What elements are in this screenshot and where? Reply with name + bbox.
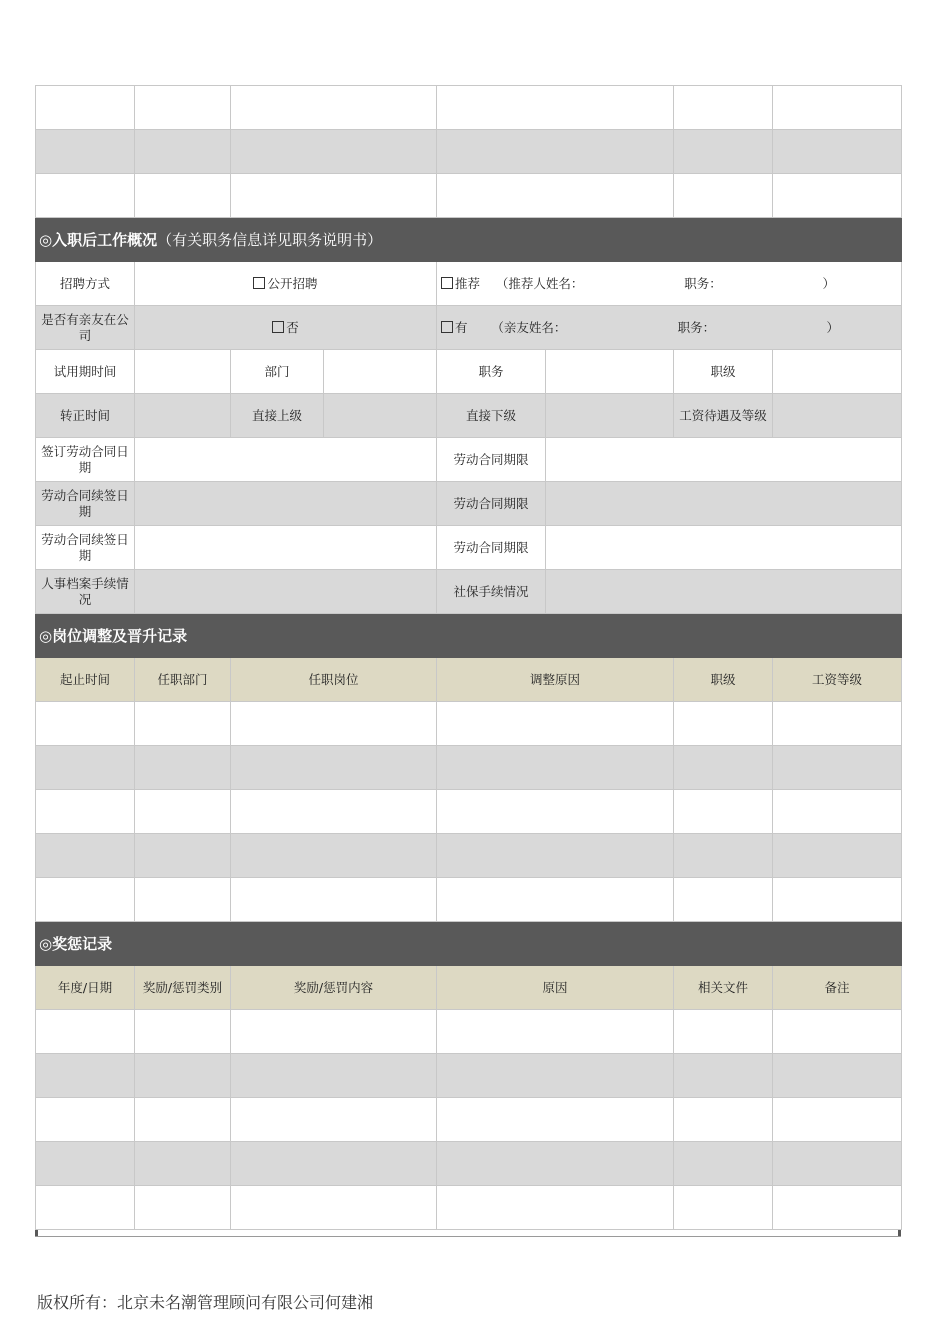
contract-term-value[interactable] xyxy=(546,526,902,570)
grade-value[interactable] xyxy=(773,350,902,394)
checkbox-icon[interactable] xyxy=(441,321,453,333)
checkbox-icon[interactable] xyxy=(253,277,265,289)
cell[interactable] xyxy=(135,174,231,218)
cell[interactable] xyxy=(773,702,902,746)
probation-label: 试用期时间 xyxy=(36,350,135,394)
cell[interactable] xyxy=(674,878,773,922)
superior-value[interactable] xyxy=(324,394,437,438)
table-row xyxy=(36,834,902,878)
contract-renew-row xyxy=(36,526,902,570)
cell[interactable] xyxy=(36,86,135,130)
column-header: 起止时间 xyxy=(36,658,135,702)
rewards-header-row xyxy=(36,966,902,1010)
cell[interactable] xyxy=(674,1142,773,1186)
contract-renew-value[interactable] xyxy=(135,482,437,526)
column-header: 职级 xyxy=(674,658,773,702)
checkbox-icon[interactable] xyxy=(441,277,453,289)
recruit-label: 招聘方式 xyxy=(36,262,135,306)
archive-value[interactable] xyxy=(135,570,437,614)
employee-record-sheet xyxy=(35,85,901,1230)
yes-option[interactable]: 有 （亲友姓名： 职务： ） xyxy=(437,306,902,350)
cell[interactable] xyxy=(773,1186,902,1230)
promotion-header-row xyxy=(36,658,902,702)
cell[interactable] xyxy=(773,1054,902,1098)
cell[interactable] xyxy=(773,130,902,174)
social-value[interactable] xyxy=(546,570,902,614)
cell[interactable] xyxy=(437,834,674,878)
cell[interactable] xyxy=(135,1010,231,1054)
cell[interactable] xyxy=(135,702,231,746)
contract-sign-label: 签订劳动合同日期 xyxy=(36,438,135,482)
recruit-row xyxy=(36,262,902,306)
cell[interactable] xyxy=(437,790,674,834)
regular-label: 转正时间 xyxy=(36,394,135,438)
copyright-footer: 版权所有：北京未名潮管理顾问有限公司何建湘 xyxy=(37,1293,374,1312)
section-header-rewards xyxy=(36,922,902,966)
section-title: ◎奖惩记录 xyxy=(36,922,902,966)
dept-label: 部门 xyxy=(231,350,324,394)
cell[interactable] xyxy=(674,1098,773,1142)
cell[interactable] xyxy=(231,1098,437,1142)
contract-sign-value[interactable] xyxy=(135,438,437,482)
cell[interactable] xyxy=(135,130,231,174)
column-header: 备注 xyxy=(773,966,902,1010)
cell[interactable] xyxy=(231,746,437,790)
table-row xyxy=(36,1054,902,1098)
cell[interactable] xyxy=(135,86,231,130)
subordinate-label: 直接下级 xyxy=(437,394,546,438)
cell[interactable] xyxy=(36,1186,135,1230)
column-header: 原因 xyxy=(437,966,674,1010)
cell[interactable] xyxy=(674,702,773,746)
subordinate-value[interactable] xyxy=(546,394,674,438)
section-header-intake xyxy=(36,218,902,262)
salary-value[interactable] xyxy=(773,394,902,438)
relative-label: 是否有亲友在公司 xyxy=(36,306,135,350)
cell[interactable] xyxy=(231,174,437,218)
relative-row xyxy=(36,306,902,350)
cell[interactable] xyxy=(231,702,437,746)
table-row xyxy=(36,1098,902,1142)
table-row xyxy=(36,702,902,746)
cell[interactable] xyxy=(36,1142,135,1186)
cell[interactable] xyxy=(674,130,773,174)
cell[interactable] xyxy=(135,1142,231,1186)
cell[interactable] xyxy=(674,746,773,790)
cell[interactable] xyxy=(36,130,135,174)
social-label: 社保手续情况 xyxy=(437,570,546,614)
table-row xyxy=(36,86,902,130)
contract-term-label: 劳动合同期限 xyxy=(437,482,546,526)
job-label: 职务 xyxy=(437,350,546,394)
cell[interactable] xyxy=(437,746,674,790)
cell[interactable] xyxy=(674,1010,773,1054)
cell[interactable] xyxy=(437,702,674,746)
cell[interactable] xyxy=(36,878,135,922)
column-header: 任职部门 xyxy=(135,658,231,702)
table-row xyxy=(36,790,902,834)
cell[interactable] xyxy=(231,834,437,878)
column-header: 工资等级 xyxy=(773,658,902,702)
section-title: ◎入职后工作概况（有关职务信息详见职务说明书） xyxy=(36,218,902,262)
cell[interactable] xyxy=(36,174,135,218)
cell[interactable] xyxy=(231,1054,437,1098)
cell[interactable] xyxy=(773,1142,902,1186)
record-table xyxy=(35,85,902,1230)
superior-label: 直接上级 xyxy=(231,394,324,438)
cell[interactable] xyxy=(773,86,902,130)
cell[interactable] xyxy=(231,1142,437,1186)
recommend-option[interactable]: 推荐 （推荐人姓名： 职务： ） xyxy=(437,262,902,306)
cell[interactable] xyxy=(135,1054,231,1098)
contract-term-value[interactable] xyxy=(546,438,902,482)
contract-renew-row xyxy=(36,482,902,526)
column-header: 年度/日期 xyxy=(36,966,135,1010)
cell[interactable] xyxy=(773,878,902,922)
cell[interactable] xyxy=(231,790,437,834)
table-row xyxy=(36,130,902,174)
public-option[interactable]: 公开招聘 xyxy=(135,262,437,306)
archive-row xyxy=(36,570,902,614)
cell[interactable] xyxy=(36,834,135,878)
column-header: 相关文件 xyxy=(674,966,773,1010)
contract-renew-value[interactable] xyxy=(135,526,437,570)
cell[interactable] xyxy=(231,1010,437,1054)
column-header: 调整原因 xyxy=(437,658,674,702)
cell[interactable] xyxy=(674,1186,773,1230)
cell[interactable] xyxy=(773,174,902,218)
cell[interactable] xyxy=(437,1054,674,1098)
cell[interactable] xyxy=(135,834,231,878)
regular-value[interactable] xyxy=(135,394,231,438)
cell[interactable] xyxy=(231,130,437,174)
cell[interactable] xyxy=(773,790,902,834)
table-row xyxy=(36,1010,902,1054)
job-value[interactable] xyxy=(546,350,674,394)
cell[interactable] xyxy=(437,1186,674,1230)
cell[interactable] xyxy=(674,86,773,130)
cell[interactable] xyxy=(437,1142,674,1186)
cell[interactable] xyxy=(437,86,674,130)
cell[interactable] xyxy=(773,746,902,790)
column-header: 奖励/惩罚类别 xyxy=(135,966,231,1010)
contract-term-label: 劳动合同期限 xyxy=(437,526,546,570)
contract-sign-row xyxy=(36,438,902,482)
probation-row xyxy=(36,350,902,394)
cell[interactable] xyxy=(231,878,437,922)
contract-renew-label: 劳动合同续签日期 xyxy=(36,526,135,570)
dept-value[interactable] xyxy=(324,350,437,394)
cell[interactable] xyxy=(231,1186,437,1230)
cell[interactable] xyxy=(437,1010,674,1054)
cell[interactable] xyxy=(135,746,231,790)
column-header: 任职岗位 xyxy=(231,658,437,702)
salary-label: 工资待遇及等级 xyxy=(674,394,773,438)
no-option[interactable]: 否 xyxy=(135,306,437,350)
table-row xyxy=(36,878,902,922)
column-header: 奖励/惩罚内容 xyxy=(231,966,437,1010)
cell[interactable] xyxy=(36,702,135,746)
cell[interactable] xyxy=(135,790,231,834)
table-row xyxy=(36,174,902,218)
cell[interactable] xyxy=(36,790,135,834)
cell[interactable] xyxy=(773,1098,902,1142)
section-header-promotion xyxy=(36,614,902,658)
cell[interactable] xyxy=(437,878,674,922)
table-row xyxy=(36,1186,902,1230)
contract-term-value[interactable] xyxy=(546,482,902,526)
checkbox-icon[interactable] xyxy=(272,321,284,333)
cell[interactable] xyxy=(674,834,773,878)
section-title: ◎岗位调整及晋升记录 xyxy=(36,614,902,658)
cell[interactable] xyxy=(231,86,437,130)
cell[interactable] xyxy=(674,790,773,834)
cell[interactable] xyxy=(437,130,674,174)
cell[interactable] xyxy=(36,1010,135,1054)
table-row xyxy=(36,1142,902,1186)
regular-row xyxy=(36,394,902,438)
cell[interactable] xyxy=(135,1186,231,1230)
cell[interactable] xyxy=(437,1098,674,1142)
grade-label: 职级 xyxy=(674,350,773,394)
table-row xyxy=(36,746,902,790)
cell[interactable] xyxy=(36,1054,135,1098)
contract-term-label: 劳动合同期限 xyxy=(437,438,546,482)
cell[interactable] xyxy=(36,746,135,790)
cell[interactable] xyxy=(773,834,902,878)
section-note: （有关职务信息详见职务说明书） xyxy=(157,230,383,249)
cell[interactable] xyxy=(135,878,231,922)
contract-renew-label: 劳动合同续签日期 xyxy=(36,482,135,526)
table-bottom-border xyxy=(35,1236,901,1237)
cell[interactable] xyxy=(437,174,674,218)
probation-value[interactable] xyxy=(135,350,231,394)
cell[interactable] xyxy=(674,1054,773,1098)
cell[interactable] xyxy=(674,174,773,218)
cell[interactable] xyxy=(36,1098,135,1142)
archive-label: 人事档案手续情况 xyxy=(36,570,135,614)
cell[interactable] xyxy=(135,1098,231,1142)
cell[interactable] xyxy=(773,1010,902,1054)
